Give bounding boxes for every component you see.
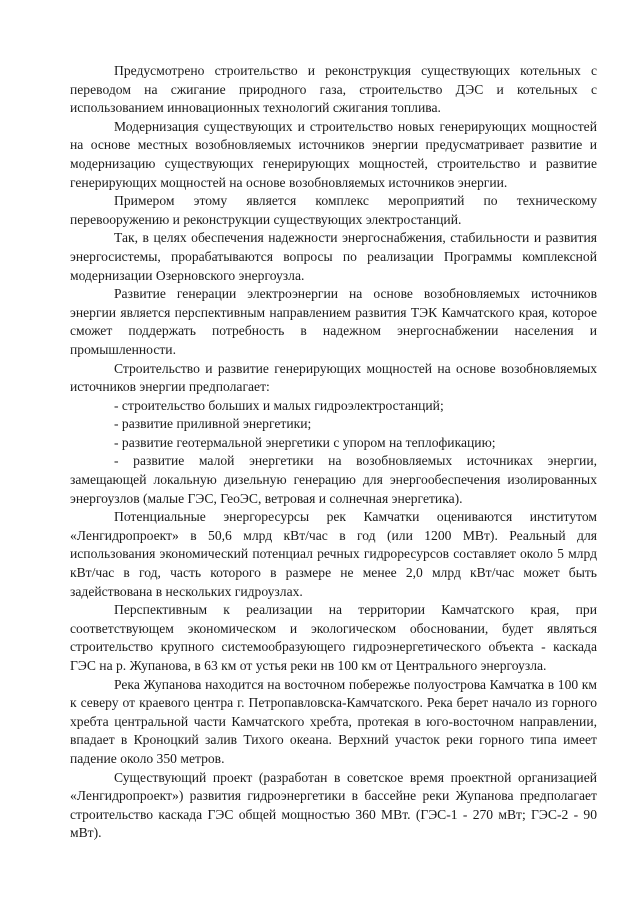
list-item-geothermal: - развитие геотермальной энергетики с упором на теплофикацию; [114,434,496,450]
paragraph-example: Примером этому является комплекс мероприятий по техническому перевооружению и реконструкции существующих электростанций. [70,193,597,227]
document-page [70,62,597,843]
paragraph-construction-intro: Строительство и развитие генерирующих мощностей на основе возобновляемых источников энергии предполагает: [70,360,597,395]
paragraph-existing-project: Существующий проект (разработан в советское время проектной организацией «Ленгидропроект») развития гидроэнергетики в бассейне реки Жупанова предполагает строительство каскада ГЭС общей мощностью 360 МВт. (ГЭС-1 - 270 мВт; ГЭС-2 - 90 мВт). [70,769,597,841]
list-item-small-energy: - развитие малой энергетики на возобновляемых источниках энергии, замещающей локальную дизельную генерацию для энергообеспечения изолированных энергоузлов (малые ГЭС, ГеоЭС, ветровая и солнечная энергетика). [70,453,597,506]
paragraph-renewable-generation: Развитие генерации электроэнергии на основе возобновляемых источников энергии является перспективным направлением развития ТЭК Камчатского края, которое сможет поддержать потребность в надежном энергоснабжении населения и промышленности. [70,286,597,357]
list-item-tidal: - развитие приливной энергетики; [114,416,312,432]
paragraph-potential: Потенциальные энергоресурсы рек Камчатки оцениваются институтом «Ленгидропроект» в 50,6 млрд кВт/час в год (или 1200 МВт). Реальный для использования экономический потенциал речных гидроресурсов составляет около 5 млрд кВт/час в год, часть которого в размере не менее 2,0 млрд кВт/час может быть задействована в нескольких гидроузлах. [70,509,597,599]
list-item-hydro: - строительство больших и малых гидроэлектростанций; [114,397,444,413]
paragraph-zhupanova-river: Река Жупанова находится на восточном побережье полуострова Камчатка в 100 км к северу от краевого центра г. Петропавловска-Камчатского. Река берет начало из горного хребта центральной части Камчатского хребта, протекая в юго-восточном направлении, впадает в Кроноцкий залив Тихого океана. Верхний участок реки горного типа имеет падение около 350 метров. [70,676,597,766]
paragraph-boilers: Предусмотрено строительство и реконструкция существующих котельных с переводом на сжигание природного газа, строительство ДЭС и котельных с использованием инновационных технологий сжигания топлива. [70,63,597,116]
paragraph-ozernovsky: Так, в целях обеспечения надежности энергоснабжения, стабильности и развития энергосистемы, прорабатываются вопросы по реализации Программы комплексной модернизации Озерновского энергоузла. [70,230,597,283]
paragraph-modernization: Модернизация существующих и строительство новых генерирующих мощностей на основе местных возобновляемых источников энергии предусматривает развитие и модернизацию существующих генерирующих мощностей, строительство и развитие генерирующих мощностей на основе возобновляемых источников энергии. [70,118,597,190]
paragraph-zhupanova-cascade: Перспективным к реализации на территории Камчатского края, при соответствующем экономическом и экологическом обосновании, будет являться строительство крупного системообразующего гидроэнергетического объекта - каскада ГЭС на р. Жупанова, в 63 км от устья реки нв 100 км от Центрального энергоузла. [70,602,597,673]
